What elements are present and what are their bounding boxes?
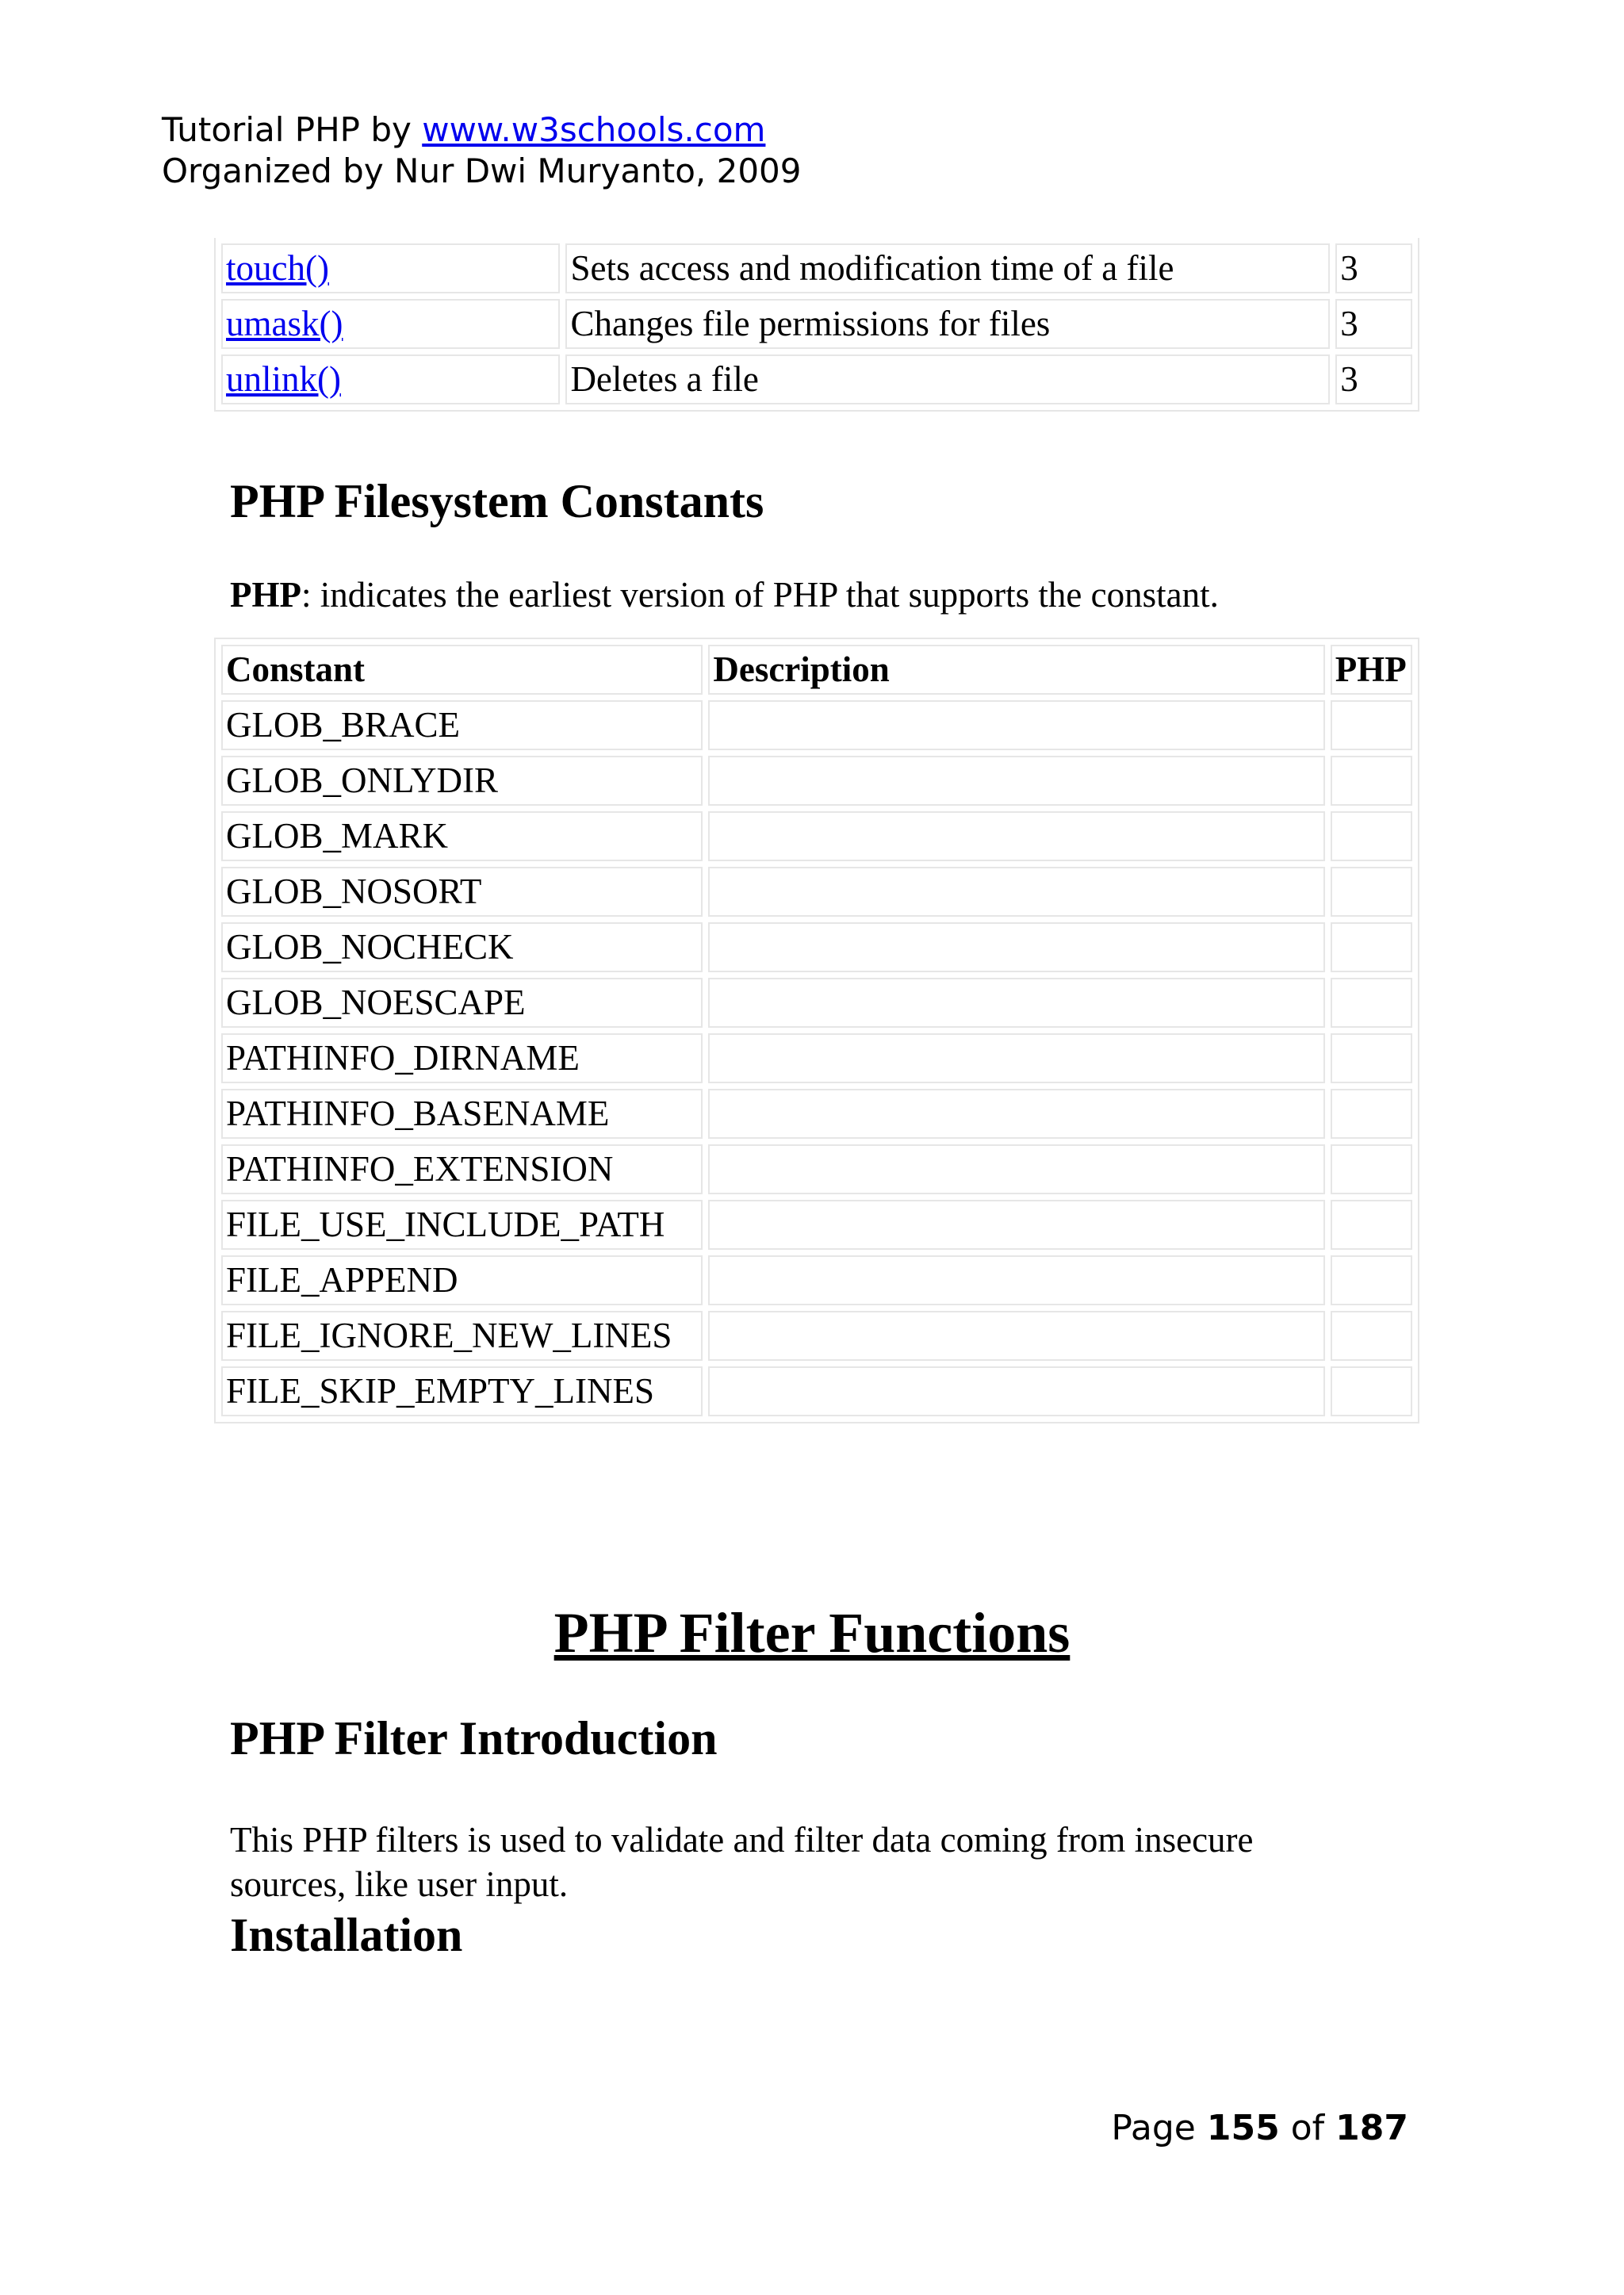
function-description-cell: Sets access and modification time of a file	[565, 243, 1330, 293]
table-row	[221, 1366, 1412, 1416]
function-php-version-cell: 3	[1335, 354, 1412, 404]
constant-name-cell: GLOB_NOSORT	[221, 867, 703, 917]
constant-description-cell	[708, 811, 1324, 861]
constant-description-cell	[708, 1033, 1324, 1083]
function-name-cell	[221, 354, 560, 404]
constant-php-version-cell	[1331, 1255, 1412, 1305]
table-row	[221, 1255, 1412, 1305]
constant-description-cell	[708, 978, 1324, 1028]
constant-php-version-cell	[1331, 700, 1412, 750]
table-row	[221, 756, 1412, 806]
constant-name-cell: GLOB_ONLYDIR	[221, 756, 703, 806]
table-row	[221, 700, 1412, 750]
constant-php-version-cell	[1331, 1200, 1412, 1250]
constant-php-version-cell	[1331, 811, 1412, 861]
constant-php-version-cell	[1331, 978, 1412, 1028]
table-row	[221, 978, 1412, 1028]
page-footer	[1111, 2106, 1408, 2151]
constant-description-cell	[708, 1311, 1324, 1361]
constant-name-cell: PATHINFO_EXTENSION	[221, 1144, 703, 1194]
running-header	[162, 109, 802, 192]
function-name-cell	[221, 243, 560, 293]
constant-php-version-cell	[1331, 756, 1412, 806]
footer-of-word: of	[1290, 2108, 1325, 2148]
constant-description-cell	[708, 700, 1324, 750]
constant-description-cell	[708, 922, 1324, 972]
column-header-description: Description	[708, 645, 1324, 695]
constant-php-version-cell	[1331, 867, 1412, 917]
constant-description-cell	[708, 1144, 1324, 1194]
constants-table	[214, 638, 1419, 1423]
filter-functions-title: PHP Filter Functions	[553, 1601, 1071, 1665]
table-row	[221, 922, 1412, 972]
functions-table	[214, 238, 1419, 412]
installation-heading: Installation	[230, 1909, 463, 1961]
filter-intro-heading: PHP Filter Introduction	[230, 1712, 718, 1764]
constant-name-cell: PATHINFO_BASENAME	[221, 1089, 703, 1139]
function-description-cell: Changes file permissions for files	[565, 299, 1330, 349]
header-line-2: Organized by Nur Dwi Muryanto, 2009	[162, 151, 802, 190]
constant-name-cell: GLOB_NOESCAPE	[221, 978, 703, 1028]
table-row	[221, 1311, 1412, 1361]
function-description-cell: Deletes a file	[565, 354, 1330, 404]
table-row	[221, 1033, 1412, 1083]
constant-php-version-cell	[1331, 1144, 1412, 1194]
constant-name-cell: PATHINFO_DIRNAME	[221, 1033, 703, 1083]
constant-name-cell: FILE_IGNORE_NEW_LINES	[221, 1311, 703, 1361]
constant-name-cell: GLOB_MARK	[221, 811, 703, 861]
constants-table-body	[221, 700, 1412, 1416]
table-row	[221, 1144, 1412, 1194]
constant-php-version-cell	[1331, 1089, 1412, 1139]
constant-description-cell	[708, 1200, 1324, 1250]
function-link[interactable]: unlink()	[226, 359, 341, 399]
table-row	[221, 1200, 1412, 1250]
constant-description-cell	[708, 756, 1324, 806]
column-header-php: PHP	[1331, 645, 1412, 695]
constant-php-version-cell	[1331, 922, 1412, 972]
constant-name-cell: FILE_APPEND	[221, 1255, 703, 1305]
footer-page-number: 155	[1206, 2108, 1280, 2148]
column-header-constant: Constant	[221, 645, 703, 695]
constants-note	[230, 573, 1219, 617]
table-row	[221, 811, 1412, 861]
constant-description-cell	[708, 867, 1324, 917]
constants-note-text: : indicates the earliest version of PHP that supports the constant.	[301, 575, 1219, 615]
function-name-cell	[221, 299, 560, 349]
footer-page-word: Page	[1111, 2108, 1196, 2148]
table-row	[221, 243, 1412, 293]
constants-table-header-row	[221, 645, 1412, 695]
constant-name-cell: FILE_SKIP_EMPTY_LINES	[221, 1366, 703, 1416]
function-php-version-cell: 3	[1335, 243, 1412, 293]
functions-table-body	[221, 243, 1412, 404]
function-link[interactable]: umask()	[226, 304, 343, 343]
table-row	[221, 354, 1412, 404]
constants-note-bold: PHP	[230, 575, 301, 615]
constant-php-version-cell	[1331, 1366, 1412, 1416]
constant-name-cell: FILE_USE_INCLUDE_PATH	[221, 1200, 703, 1250]
header-line-1	[162, 109, 802, 151]
constant-description-cell	[708, 1255, 1324, 1305]
constant-php-version-cell	[1331, 1311, 1412, 1361]
constants-heading: PHP Filesystem Constants	[230, 475, 764, 527]
constant-name-cell: GLOB_NOCHECK	[221, 922, 703, 972]
function-php-version-cell: 3	[1335, 299, 1412, 349]
header-prefix: Tutorial PHP by	[162, 110, 423, 149]
filter-intro-text: This PHP filters is used to validate and filter data coming from insecure sources, like user input.	[230, 1820, 1254, 1904]
constant-php-version-cell	[1331, 1033, 1412, 1083]
w3schools-link[interactable]: www.w3schools.com	[422, 110, 766, 149]
table-row	[221, 1089, 1412, 1139]
function-link[interactable]: touch()	[226, 248, 329, 288]
constant-description-cell	[708, 1366, 1324, 1416]
table-row	[221, 867, 1412, 917]
table-row	[221, 299, 1412, 349]
footer-total-pages: 187	[1335, 2108, 1408, 2148]
constant-name-cell: GLOB_BRACE	[221, 700, 703, 750]
constant-description-cell	[708, 1089, 1324, 1139]
